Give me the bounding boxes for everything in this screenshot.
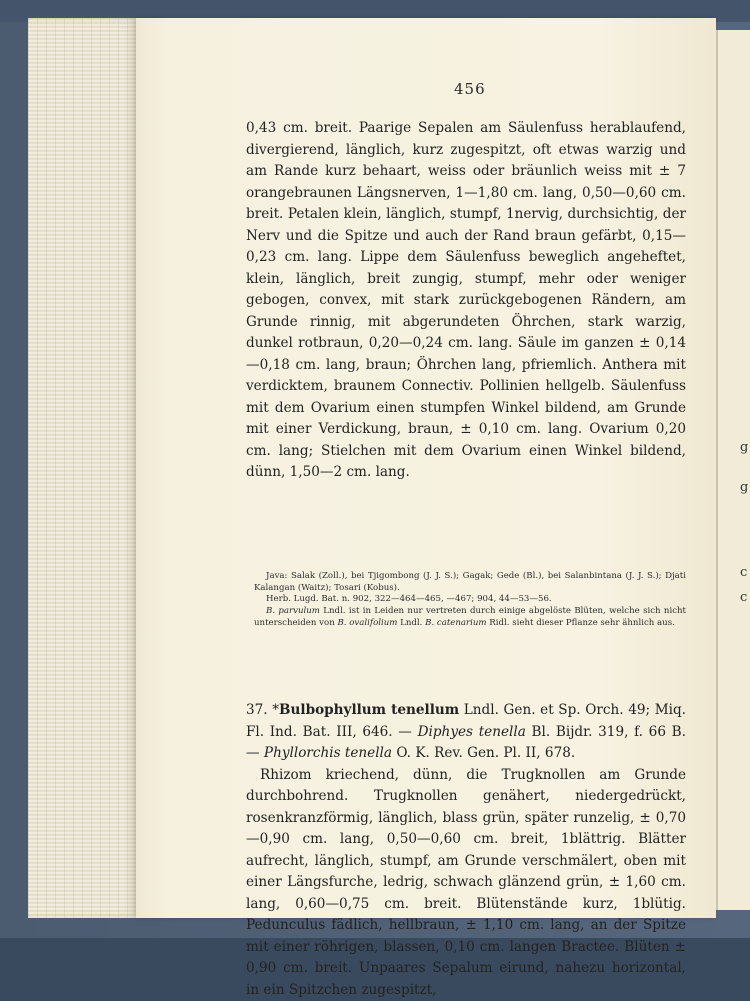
next-page-glyph: g bbox=[740, 480, 748, 495]
species-synonym: Phyllorchis tenella bbox=[264, 745, 392, 761]
species-name: Bulbophyllum tenellum bbox=[279, 702, 459, 718]
description-text: 0,43 cm. breit. Paarige Sepalen am Säulenfuss herablaufend, divergierend, länglich, kurz zugespitzt, oft etwas warzig und am Rande kurz behaart, weiss oder bräunlich weiss mit ± 7 orangebraunen Längsnerven, 1—1,80 cm. lang, 0,50—0,60 cm. breit. Petalen klein, länglich, stumpf, 1nervig, durchsichtig, der Nerv und die Spitze und auch der Rand braun gefärbt, 0,15—0,23 cm. lang. Lippe dem Säulenfuss beweglich angeheftet, klein, länglich, breit zungig, stumpf, mehr oder weniger gebogen, convex, mit stark zurückgebogenen Rändern, am Grunde rinnig, mit abgerundeten Öhrchen, stark warzig, dunkel rotbraun, 0,20—0,24 cm. lang. Säule im ganzen ± 0,14—0,18 cm. lang, braun; Öhrchen lang, pfriemlich. Anthera mit verdicktem, braunem Connectiv. Pollinien hellgelb. Säulenfuss mit dem Ovarium einen stumpfen Winkel bildend, am Grunde mit einer Verdickung, braun, ± 0,10 cm. lang. Ovarium 0,20 cm. lang; Stielchen mit dem Ovarium einen Winkel bildend, dünn, 1,50—2 cm. lang. bbox=[246, 118, 686, 484]
footnotes bbox=[254, 571, 686, 630]
remark-species: B. parvulum bbox=[266, 606, 320, 616]
description-paragraph bbox=[246, 118, 686, 484]
remark-reference: B. ovalifolium bbox=[337, 618, 397, 628]
species-entry bbox=[246, 700, 686, 1001]
remark-note bbox=[254, 606, 686, 629]
species-citation: O. K. Rev. Gen. Pl. II, 678. bbox=[392, 745, 575, 761]
remark-text: Lndl. bbox=[397, 618, 425, 628]
species-heading bbox=[246, 700, 686, 765]
localities-note: Java: Salak (Zoll.), bei Tjigombong (J. J. S.); Gagak; Gede (Bl.), bei Salanbintana (J. J. S.); Djati Kalangan (Waitz); Tosari (Kobus). bbox=[254, 571, 686, 594]
next-page-glyph: c bbox=[740, 565, 747, 580]
next-page-glyph: c bbox=[740, 590, 747, 605]
species-number: 37. * bbox=[246, 702, 279, 718]
remark-reference: B. catenarium bbox=[425, 618, 486, 628]
page-number: 456 bbox=[454, 80, 486, 98]
species-citation: Lndl. Gen. et Sp. Orch. 49; Miq. Fl. Ind. Bat. III, 646. — bbox=[246, 702, 686, 740]
species-citation: Bl. Bijdr. 319, f. 66 B. — bbox=[246, 724, 686, 762]
species-description: Rhizom kriechend, dünn, die Trugknollen am Grunde durchbohrend. Trugknollen genähert, niedergedrückt, rosenkranzförmig, länglich, blass grün, später runzelig, ± 0,70—0,90 cm. lang, 0,50—0,60 cm. breit, 1blättrig. Blätter aufrecht, länglich, stumpf, am Grunde verschmälert, oben mit einer Längsfurche, ledrig, schwach glänzend grün, ± 1,60 cm. lang, 0,60—0,75 cm. breit. Blütenstände kurz, 1blütig. Pedunculus fädlich, hellbraun, ± 1,10 cm. lang, an der Spitze mit einer röhrigen, blassen, 0,10 cm. langen Bractee. Blüten ± 0,90 cm. breit. Unpaares Sepalum eirund, nahezu horizontal, in ein Spitzchen zugespitzt, bbox=[246, 765, 686, 1001]
remark-text: Lndl. ist in Leiden nur vertreten durch einige abgelöste Blüten, welche sich nicht unterscheiden von bbox=[254, 606, 686, 628]
book-page bbox=[136, 18, 716, 918]
remark-text: Ridl. sieht dieser Pflanze sehr ähnlich aus. bbox=[487, 618, 675, 628]
next-page-edge bbox=[716, 30, 750, 910]
species-synonym: Diphyes tenella bbox=[418, 724, 526, 740]
book-fore-edge bbox=[28, 18, 138, 918]
next-page-glyph: g bbox=[740, 440, 748, 455]
herbarium-note: Herb. Lugd. Bat. n. 902, 322—464—465, —467; 904, 44—53—56. bbox=[254, 594, 686, 606]
